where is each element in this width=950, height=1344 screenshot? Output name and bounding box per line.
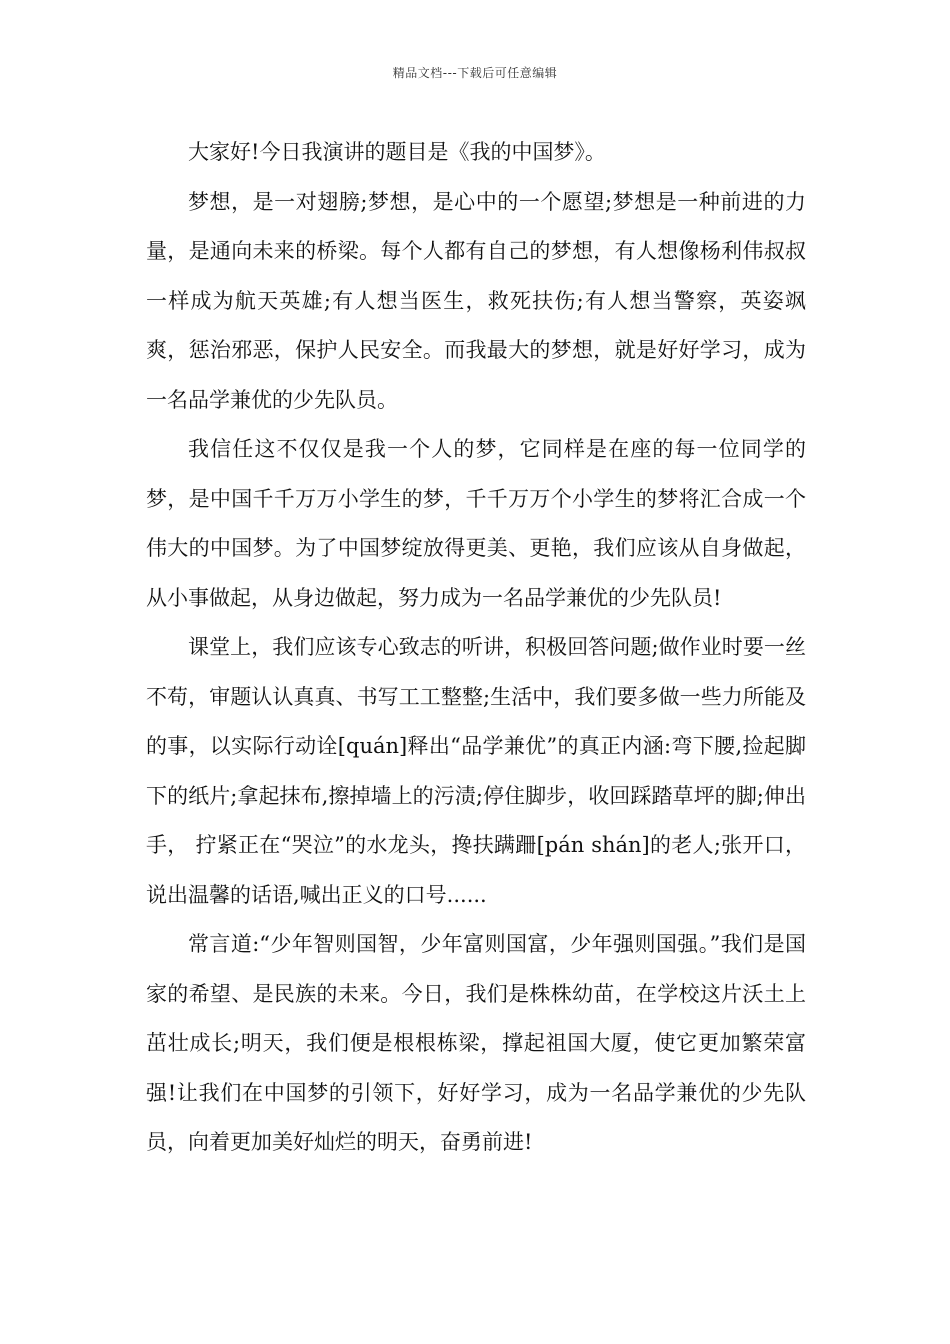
paragraph-greeting: 大家好!今日我演讲的题目是《我的中国梦》。 xyxy=(188,140,606,164)
paragraph-conclusion: 常言道:“少年智则国智，少年富则国富，少年强则国强。”我们是国家的希望、是民族的未来。今日，我们是株株幼苗，在学校这片沃土上茁壮成长;明天，我们便是根根栋梁，撑起祖国大厦，使它更加繁荣富强!让我们在中国梦的引领下，好好学习，成为一名品学兼优的少先队员，向着更加美好灿烂的明天，奋勇前进! xyxy=(146,932,806,1154)
page-header: 精品文档---下载后可任意编辑 xyxy=(392,66,558,80)
paragraph-dream-definition: 梦想，是一对翅膀;梦想，是心中的一个愿望;梦想是一种前进的力量，是通向未来的桥梁。每个人都有自己的梦想，有人想像杨利伟叔叔一样成为航天英雄;有人想当医生，救死扶伤;有人想当警察，英姿飒爽，惩治邪恶，保护人民安全。而我最大的梦想，就是好好学习，成为一名品学兼优的少先队员。 xyxy=(146,189,806,412)
speech-body xyxy=(146,128,806,1168)
paragraph-actions: 课堂上，我们应该专心致志的听讲，积极回答问题;做作业时要一丝不苟，审题认认真真、书写工工整整;生活中，我们要多做一些力所能及的事，以实际行动诠[quán]释出“品学兼优”的真正内涵:弯下腰,捡起脚下的纸片;拿起抹布,擦掉墙上的污渍;停住脚步，收回踩踏草坪的脚;伸出手， 拧紧正在“哭泣”的水龙头，搀扶蹒跚[pán shán]的老人;张开口， 说出温馨的话语,喊出正义的口号...... xyxy=(146,635,806,907)
paragraph-shared-dream: 我信任这不仅仅是我一个人的梦，它同样是在座的每一位同学的梦，是中国千千万万小学生的梦，千千万万个小学生的梦将汇合成一个伟大的中国梦。为了中国梦绽放得更美、更艳，我们应该从自身做起，从小事做起，从身边做起，努力成为一名品学兼优的少先队员! xyxy=(146,437,806,610)
